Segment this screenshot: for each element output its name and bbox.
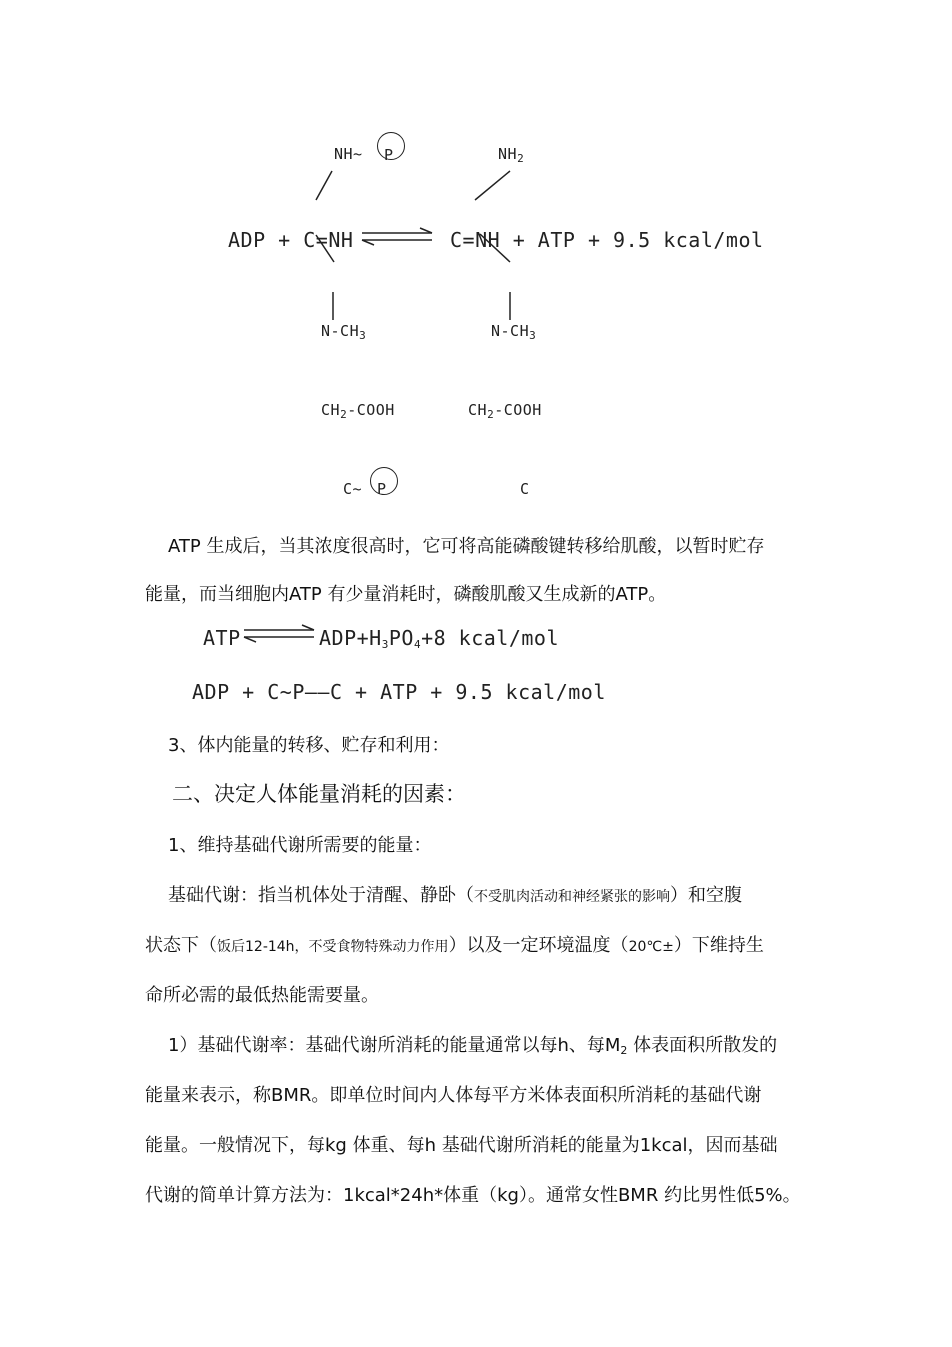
section-2-heading: 二、决定人体能量消耗的因素： xyxy=(172,782,466,806)
bmr-def-line2: 状态下（饭后12-14h，不受食物特殊动力作用）以及一定环境温度（20℃±）下维持生 xyxy=(145,935,764,956)
para1-line1: ATP 生成后，当其浓度很高时，它可将高能磷酸键转移给肌酸，以暂时贮存 xyxy=(168,536,765,557)
para1-line2: 能量，而当细胞内ATP 有少量消耗时，磷酸肌酸又生成新的ATP。 xyxy=(145,584,667,605)
eq2-left: ATP xyxy=(203,626,241,650)
eq2-right: $ADP+H_3PO_4+8$ kcal/mol xyxy=(319,626,560,651)
reaction-left-side: ADP + C=NH xyxy=(228,228,354,252)
c-phospho-label: C~ xyxy=(343,480,363,498)
ch2-cooh-left: $CH_2$-COOH xyxy=(321,401,395,421)
bmr-rate-line3: 能量。一般情况下，每kg 体重、每h 基础代谢所消耗的能量为1kcal，因而基础 xyxy=(145,1135,778,1156)
reaction-right-side: C=NH + ATP + 9.5 kcal/mol xyxy=(450,228,764,252)
item-3-heading: 3、体内能量的转移、贮存和利用： xyxy=(168,735,450,756)
bmr-rate-line1: 1）基础代谢率：基础代谢所消耗的能量通常以每h、每$M_2$ 体表面积所散发的 xyxy=(168,1035,778,1057)
bmr-rate-line4: 代谢的简单计算方法为：1kcal*24h*体重（kg）。通常女性BMR 约比男性低5%。 xyxy=(145,1185,801,1206)
nh-phospho-label: NH~ xyxy=(334,145,363,163)
bmr-def-line1: 基础代谢：指当机体处于清醒、静卧（不受肌肉活动和神经紧张的影响）和空腹 xyxy=(168,885,742,906)
n-ch3-left: $N-CH_3$ xyxy=(321,322,367,342)
nh2-label: $NH_2$ xyxy=(498,145,525,165)
bmr-rate-line2: 能量来表示，称BMR。即单位时间内人体每平方米体表面积所消耗的基础代谢 xyxy=(145,1085,762,1106)
bmr-def-line3: 命所必需的最低热能需要量。 xyxy=(145,985,379,1006)
phosphate-p-label-2: P xyxy=(377,480,387,498)
equation-creatine-phosphate: ADP + C~P——C + ATP + 9.5 kcal/mol xyxy=(192,680,606,704)
item-1-heading: 1、维持基础代谢所需要的能量： xyxy=(168,835,432,856)
creatine-c-label: C xyxy=(520,480,530,498)
ch2-cooh-right: $CH_2$-COOH xyxy=(468,401,542,421)
phosphate-p-label: P xyxy=(384,146,394,164)
n-ch3-right: $N-CH_3$ xyxy=(491,322,537,342)
